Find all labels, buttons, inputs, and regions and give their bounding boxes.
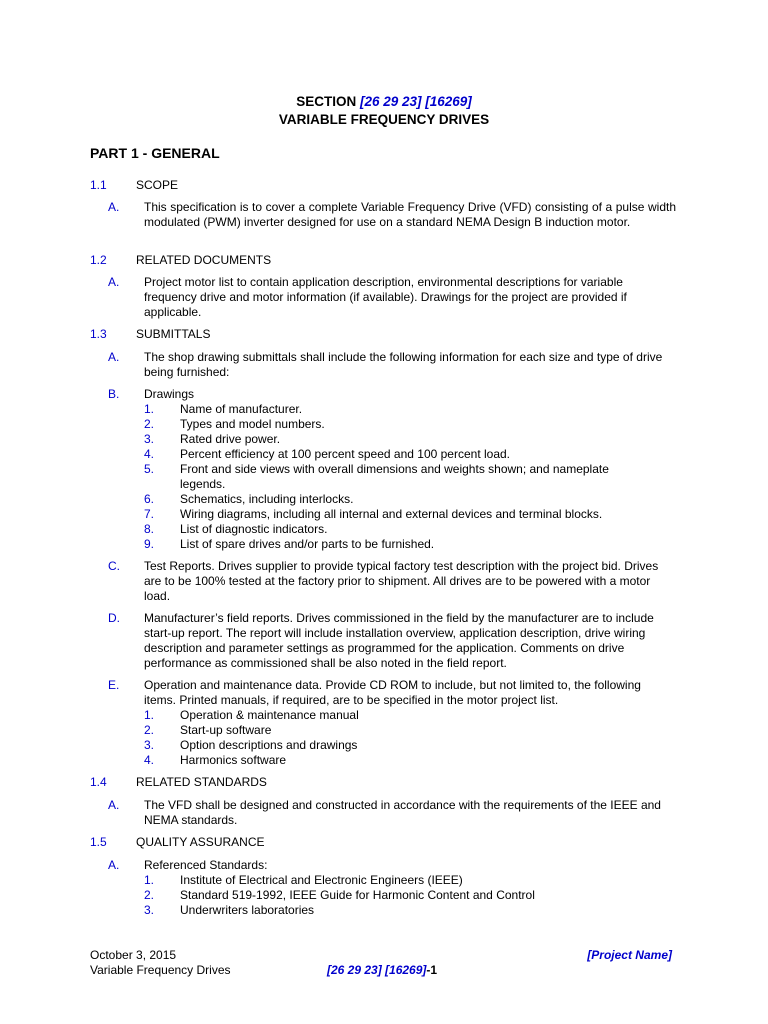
list-number: 4. bbox=[144, 447, 155, 461]
paragraph-text: Manufacturer’s field reports. Drives commissioned in the field by the manufacturer are to include start-up report. The report will include installation overview, application description, drive wiring description and parameter settings as programmed for the application. Comments on drive performance as commissioned shall be also noted in the field report. bbox=[144, 611, 654, 670]
list-text: Harmonics software bbox=[180, 753, 287, 767]
list-text: Rated drive power. bbox=[180, 432, 281, 446]
list-text: Wiring diagrams, including all internal and external devices and terminal blocks. bbox=[180, 507, 603, 521]
paragraph-text: This specification is to cover a complete Variable Frequency Drive (VFD) consisting of a pulse width modulated (PWM) inverter designed for use on a standard NEMA Design B induction motor. bbox=[144, 200, 676, 229]
paragraph-label: A. bbox=[108, 275, 120, 289]
list-number: 9. bbox=[144, 537, 155, 551]
list-text: Front and side views with overall dimensions and weights shown; and nameplate legends. bbox=[180, 462, 609, 491]
paragraph-label: D. bbox=[108, 611, 120, 625]
paragraph-text: The shop drawing submittals shall include the following information for each size and type of drive being furnished: bbox=[144, 350, 663, 379]
paragraph-label: A. bbox=[108, 798, 120, 812]
list-text: Option descriptions and drawings bbox=[180, 738, 358, 752]
list-text: Start-up software bbox=[180, 723, 272, 737]
section-prefix: SECTION bbox=[296, 94, 360, 109]
list-number: 5. bbox=[144, 462, 155, 476]
paragraph-label: A. bbox=[108, 858, 120, 872]
paragraph-label: B. bbox=[108, 387, 120, 401]
paragraph-label: A. bbox=[108, 350, 120, 364]
article-number: 1.3 bbox=[90, 327, 107, 341]
article-title: SCOPE bbox=[136, 178, 179, 192]
article-title: RELATED STANDARDS bbox=[136, 775, 267, 789]
list-number: 7. bbox=[144, 507, 155, 521]
paragraph-label: E. bbox=[108, 678, 120, 692]
list-text: Percent efficiency at 100 percent speed and 100 percent load. bbox=[180, 447, 511, 461]
footer-date: October 3, 2015 bbox=[90, 948, 177, 962]
list-text: Name of manufacturer. bbox=[180, 402, 303, 416]
list-text: Schematics, including interlocks. bbox=[180, 492, 354, 506]
article-title: QUALITY ASSURANCE bbox=[136, 835, 265, 849]
paragraph-text: Project motor list to contain application description, environmental descriptions for variable frequency drive and motor information (if available). Drawings for the project are provided if applicable. bbox=[144, 275, 627, 319]
list-number: 6. bbox=[144, 492, 155, 506]
paragraph-label: A. bbox=[108, 200, 120, 214]
paragraph-text: Referenced Standards: bbox=[144, 858, 268, 872]
footer-page-number: -1 bbox=[426, 963, 438, 977]
list-text: Underwriters laboratories bbox=[180, 903, 315, 917]
paragraph-text: Operation and maintenance data. Provide CD ROM to include, but not limited to, the following items. Printed manuals, if required, are to be specified in the motor project list. bbox=[144, 678, 641, 707]
list-number: 2. bbox=[144, 888, 155, 902]
footer-doc-title: Variable Frequency Drives bbox=[90, 963, 231, 977]
list-text: Operation & maintenance manual bbox=[180, 708, 359, 722]
paragraph-text: Drawings bbox=[144, 387, 195, 401]
list-number: 3. bbox=[144, 903, 155, 917]
list-number: 1. bbox=[144, 873, 155, 887]
list-number: 4. bbox=[144, 753, 155, 767]
list-number: 1. bbox=[144, 402, 155, 416]
list-number: 1. bbox=[144, 708, 155, 722]
list-text: Types and model numbers. bbox=[180, 417, 325, 431]
document-title: VARIABLE FREQUENCY DRIVES bbox=[278, 112, 490, 127]
footer-page-ref bbox=[327, 963, 437, 978]
article-number: 1.2 bbox=[90, 253, 107, 267]
paragraph-text: The VFD shall be designed and constructed in accordance with the requirements of the IEEE and NEMA standards. bbox=[144, 798, 661, 827]
list-number: 3. bbox=[144, 432, 155, 446]
list-text: Standard 519-1992, IEEE Guide for Harmonic Content and Control bbox=[180, 888, 535, 902]
list-text: List of spare drives and/or parts to be furnished. bbox=[180, 537, 435, 551]
list-number: 2. bbox=[144, 723, 155, 737]
list-number: 2. bbox=[144, 417, 155, 431]
paragraph-text: Test Reports. Drives supplier to provide typical factory test description with the project bid. Drives are to be 100% tested at the factory prior to shipment. All drives are to be powered with a motor load. bbox=[144, 559, 659, 603]
part-1-heading: PART 1 - GENERAL bbox=[90, 145, 220, 161]
list-number: 8. bbox=[144, 522, 155, 536]
list-text: Institute of Electrical and Electronic Engineers (IEEE) bbox=[180, 873, 463, 887]
article-title: SUBMITTALS bbox=[136, 327, 211, 341]
footer-project-name: [Project Name] bbox=[587, 948, 672, 962]
article-number: 1.4 bbox=[90, 775, 107, 789]
paragraph-label: C. bbox=[108, 559, 120, 573]
article-number: 1.5 bbox=[90, 835, 107, 849]
footer-section-ref: [26 29 23] [16269] bbox=[327, 963, 427, 977]
article-title: RELATED DOCUMENTS bbox=[136, 253, 272, 267]
section-heading bbox=[0, 94, 768, 109]
section-number: [26 29 23] [16269] bbox=[359, 94, 472, 109]
article-number: 1.1 bbox=[90, 178, 107, 192]
list-text: List of diagnostic indicators. bbox=[180, 522, 328, 536]
list-number: 3. bbox=[144, 738, 155, 752]
